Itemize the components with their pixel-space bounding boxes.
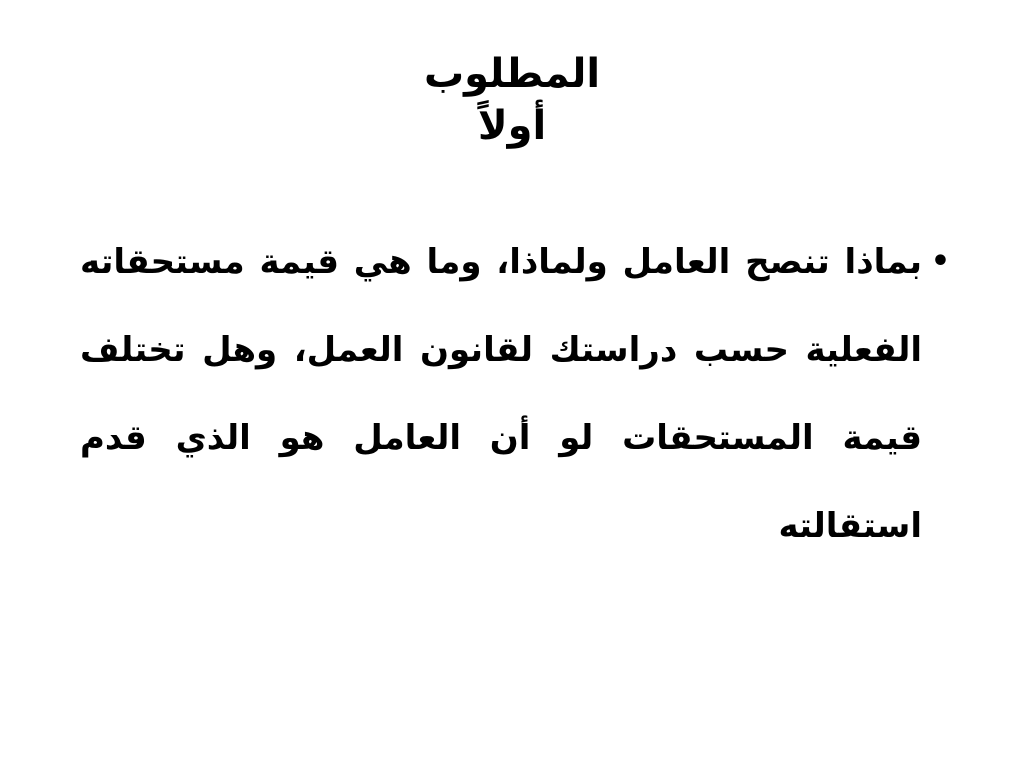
slide-title (0, 48, 1024, 152)
title-line-1: المطلوب (423, 51, 601, 97)
bullet-item (80, 218, 950, 570)
title-line-2: أولاً (477, 103, 547, 149)
bullet-text: بماذا تنصح العامل ولماذا، وما هي قيمة مستحقاته الفعلية حسب دراستك لقانون العمل، وهل تختلف قيمة المستحقات لو أن العامل هو الذي قدم استقالته (80, 242, 922, 546)
bullet-list (80, 218, 950, 570)
bullet-marker-icon: • (930, 244, 950, 279)
